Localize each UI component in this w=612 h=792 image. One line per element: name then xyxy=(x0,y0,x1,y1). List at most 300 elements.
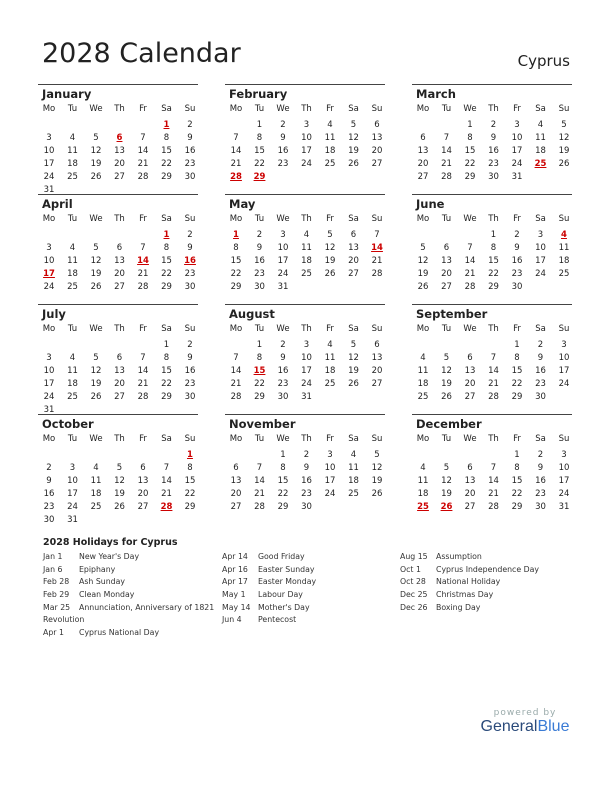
day-cell: 15 xyxy=(230,255,242,266)
day-cell: 13 xyxy=(348,242,359,253)
day-cell: 12 xyxy=(441,365,452,376)
weekday-header: Mo xyxy=(416,324,430,334)
day-cell: 2 xyxy=(187,340,193,350)
day-cell: 25 xyxy=(417,391,429,402)
day-cell: 10 xyxy=(535,242,546,253)
day-cell: 25 xyxy=(90,501,102,512)
day-cell: 9 xyxy=(514,242,520,253)
day-cell: 27 xyxy=(230,501,242,512)
day-cell: 7 xyxy=(256,462,263,473)
day-cell: 10 xyxy=(43,365,55,376)
day-cell: 28 xyxy=(254,501,265,512)
day-cell: 26 xyxy=(90,281,102,292)
day-cell: 4 xyxy=(69,242,76,253)
day-cell: 5 xyxy=(350,340,357,350)
day-cell: 30 xyxy=(184,391,196,402)
month-name: January xyxy=(42,87,92,101)
holiday-day-cell: 17 xyxy=(43,268,55,279)
day-cell: 3 xyxy=(46,352,52,363)
day-cell: 25 xyxy=(67,281,78,292)
day-cell: 29 xyxy=(161,391,172,402)
day-cell: 7 xyxy=(140,242,146,253)
day-cell: 11 xyxy=(324,352,336,363)
day-cell: 24 xyxy=(558,378,570,389)
day-cell: 11 xyxy=(324,132,336,143)
holiday-day-cell: 28 xyxy=(160,501,173,512)
day-cell: 21 xyxy=(488,378,499,389)
day-cell: 22 xyxy=(254,158,265,169)
day-cell: 14 xyxy=(488,475,499,486)
day-cell: 17 xyxy=(558,365,570,376)
day-cell: 11 xyxy=(417,475,429,486)
day-cell: 10 xyxy=(324,462,336,473)
country-name: Cyprus xyxy=(517,52,570,70)
day-cell: 17 xyxy=(301,365,312,376)
day-cell: 9 xyxy=(280,132,286,143)
month-divider xyxy=(412,414,572,415)
day-cell: 6 xyxy=(140,462,146,473)
month-divider xyxy=(38,194,198,195)
day-cell: 18 xyxy=(90,488,102,499)
day-cell: 7 xyxy=(233,132,239,143)
weekday-header: Sa xyxy=(535,214,546,224)
day-cell: 9 xyxy=(256,242,263,253)
day-cell: 14 xyxy=(441,145,452,156)
day-cell: 7 xyxy=(233,352,239,363)
day-cell: 29 xyxy=(277,501,289,512)
holiday-day-cell: 6 xyxy=(116,132,123,143)
weekday-header: Fr xyxy=(139,214,147,224)
day-cell: 19 xyxy=(417,268,429,279)
day-cell: 27 xyxy=(371,158,383,169)
day-cell: 16 xyxy=(535,475,546,486)
weekday-header: Tu xyxy=(254,214,265,224)
day-cell: 4 xyxy=(327,340,333,350)
day-cell: 5 xyxy=(374,450,380,460)
day-cell: 13 xyxy=(417,145,429,156)
day-cell: 6 xyxy=(350,230,357,240)
day-cell: 3 xyxy=(46,132,52,143)
day-cell: 26 xyxy=(371,488,383,499)
day-cell: 29 xyxy=(184,501,196,512)
weekday-header: Sa xyxy=(348,434,359,444)
weekday-header: Sa xyxy=(535,434,546,444)
weekday-header: Th xyxy=(114,104,125,114)
day-cell: 16 xyxy=(184,145,196,156)
day-cell: 31 xyxy=(277,281,289,292)
holiday-date: May 1 xyxy=(222,590,246,600)
day-cell: 7 xyxy=(374,230,380,240)
weekday-header: Th xyxy=(114,434,125,444)
day-cell: 22 xyxy=(230,268,242,279)
weekday-header: We xyxy=(276,214,290,224)
month-name: May xyxy=(229,197,256,211)
day-cell: 12 xyxy=(417,255,429,266)
day-cell: 10 xyxy=(301,352,312,363)
day-cell: 23 xyxy=(43,501,55,512)
day-cell: 8 xyxy=(490,242,497,253)
day-cell: 4 xyxy=(303,230,310,240)
day-cell: 9 xyxy=(187,242,193,253)
holiday-day-cell: 14 xyxy=(371,242,383,253)
holiday-date: Apr 17 xyxy=(222,577,248,587)
day-cell: 1 xyxy=(514,340,520,350)
day-cell: 16 xyxy=(488,145,499,156)
day-cell: 11 xyxy=(67,145,78,156)
holiday-date: Oct 1 xyxy=(400,564,421,574)
day-cell: 19 xyxy=(348,145,359,156)
day-cell: 16 xyxy=(301,475,312,486)
month-divider xyxy=(225,84,385,85)
weekday-header: Sa xyxy=(535,324,546,334)
day-cell: 22 xyxy=(254,378,265,389)
day-cell: 7 xyxy=(163,462,170,473)
day-cell: 25 xyxy=(301,268,312,279)
day-cell: 4 xyxy=(93,462,99,473)
day-cell: 2 xyxy=(256,230,263,240)
day-cell: 16 xyxy=(184,365,196,376)
day-cell: 27 xyxy=(464,391,476,402)
day-cell: 21 xyxy=(488,488,499,499)
day-cell: 22 xyxy=(184,488,196,499)
day-cell: 12 xyxy=(558,132,570,143)
month-divider xyxy=(412,84,572,85)
weekday-header: Mo xyxy=(416,434,430,444)
weekday-header: Th xyxy=(488,324,499,334)
weekday-header: Fr xyxy=(513,104,521,114)
month-name: August xyxy=(229,307,275,321)
day-cell: 23 xyxy=(184,268,196,279)
day-cell: 18 xyxy=(417,378,429,389)
day-cell: 18 xyxy=(324,145,336,156)
day-cell: 22 xyxy=(511,378,523,389)
holiday-date: Apr 1 xyxy=(43,628,64,638)
day-cell: 30 xyxy=(535,391,546,402)
day-cell: 16 xyxy=(511,255,523,266)
day-cell: 14 xyxy=(464,255,476,266)
day-cell: 8 xyxy=(280,462,286,473)
day-cell: 25 xyxy=(67,171,78,182)
weekday-header: Mo xyxy=(42,324,56,334)
weekday-header: Su xyxy=(184,104,196,114)
day-cell: 11 xyxy=(301,242,312,253)
day-cell: 10 xyxy=(558,462,570,473)
day-cell: 23 xyxy=(535,378,546,389)
day-cell: 7 xyxy=(467,242,473,253)
weekday-header: We xyxy=(89,104,103,114)
weekday-header: Su xyxy=(558,104,570,114)
holiday-date: Oct 28 xyxy=(400,577,426,587)
day-cell: 3 xyxy=(303,340,310,350)
day-cell: 12 xyxy=(90,255,102,266)
weekday-header: Tu xyxy=(441,214,452,224)
day-cell: 23 xyxy=(488,158,499,169)
day-cell: 7 xyxy=(443,132,450,143)
page-title: 2028 Calendar xyxy=(42,38,241,69)
day-cell: 28 xyxy=(137,171,149,182)
day-cell: 27 xyxy=(137,501,149,512)
weekday-header: Sa xyxy=(348,324,359,334)
weekday-header: Fr xyxy=(326,214,334,224)
day-cell: 13 xyxy=(114,145,125,156)
weekday-header: Th xyxy=(301,104,312,114)
holiday-date: Dec 26 xyxy=(400,602,428,612)
day-cell: 3 xyxy=(303,120,310,130)
day-cell: 14 xyxy=(254,475,265,486)
day-cell: 21 xyxy=(441,158,452,169)
day-cell: 3 xyxy=(537,230,544,240)
day-cell: 27 xyxy=(114,281,125,292)
weekday-header: Su xyxy=(184,434,196,444)
day-cell: 8 xyxy=(256,352,263,363)
weekday-header: Mo xyxy=(42,434,56,444)
day-cell: 17 xyxy=(324,475,336,486)
weekday-header: Mo xyxy=(42,104,56,114)
day-cell: 13 xyxy=(441,255,452,266)
day-cell: 18 xyxy=(67,378,78,389)
day-cell: 13 xyxy=(137,475,149,486)
day-cell: 29 xyxy=(511,501,523,512)
day-cell: 15 xyxy=(277,475,289,486)
day-cell: 6 xyxy=(420,132,426,143)
weekday-header: Fr xyxy=(139,324,147,334)
day-cell: 1 xyxy=(163,340,170,350)
day-cell: 10 xyxy=(43,255,55,266)
day-cell: 15 xyxy=(161,145,172,156)
weekday-header: Tu xyxy=(441,104,452,114)
weekday-header: Mo xyxy=(229,324,243,334)
holiday-name: Mother's Day xyxy=(258,602,310,612)
day-cell: 31 xyxy=(511,171,523,182)
day-cell: 2 xyxy=(537,450,544,460)
day-cell: 22 xyxy=(161,378,172,389)
month-divider xyxy=(225,194,385,195)
weekday-header: Fr xyxy=(513,324,521,334)
day-cell: 4 xyxy=(350,450,357,460)
day-cell: 30 xyxy=(277,391,289,402)
day-cell: 18 xyxy=(535,145,546,156)
day-cell: 17 xyxy=(67,488,78,499)
month-name: April xyxy=(42,197,73,211)
day-cell: 6 xyxy=(467,462,473,473)
day-cell: 26 xyxy=(441,391,452,402)
day-cell: 17 xyxy=(43,378,55,389)
month-name: March xyxy=(416,87,456,101)
day-cell: 11 xyxy=(67,255,78,266)
day-cell: 31 xyxy=(43,184,55,195)
day-cell: 18 xyxy=(301,255,312,266)
weekday-header: We xyxy=(276,324,290,334)
day-cell: 14 xyxy=(230,365,242,376)
holiday-date: Apr 16 xyxy=(222,564,248,574)
day-cell: 12 xyxy=(371,462,383,473)
day-cell: 8 xyxy=(256,132,263,143)
day-cell: 26 xyxy=(417,281,429,292)
day-cell: 17 xyxy=(277,255,289,266)
holiday-name: Annunciation, Anniversary of 1821 xyxy=(79,602,215,612)
day-cell: 11 xyxy=(417,365,429,376)
day-cell: 2 xyxy=(280,120,286,130)
day-cell: 26 xyxy=(90,391,102,402)
holiday-day-cell: 26 xyxy=(440,501,453,512)
day-cell: 18 xyxy=(348,475,359,486)
day-cell: 8 xyxy=(467,132,473,143)
month-name: December xyxy=(416,417,482,431)
day-cell: 6 xyxy=(467,352,473,363)
day-cell: 28 xyxy=(230,391,242,402)
holiday-day-cell: 16 xyxy=(184,255,196,266)
day-cell: 19 xyxy=(371,475,383,486)
day-cell: 22 xyxy=(277,488,289,499)
month-divider xyxy=(225,304,385,305)
day-cell: 12 xyxy=(114,475,125,486)
weekday-header: Su xyxy=(184,324,196,334)
day-cell: 28 xyxy=(137,281,149,292)
day-cell: 28 xyxy=(488,391,499,402)
day-cell: 15 xyxy=(254,145,265,156)
day-cell: 21 xyxy=(464,268,476,279)
day-cell: 18 xyxy=(324,365,336,376)
day-cell: 18 xyxy=(417,488,429,499)
weekday-header: Fr xyxy=(139,434,147,444)
day-cell: 25 xyxy=(67,391,78,402)
day-cell: 30 xyxy=(43,514,55,525)
day-cell: 1 xyxy=(514,450,520,460)
day-cell: 14 xyxy=(161,475,172,486)
day-cell: 24 xyxy=(511,158,523,169)
weekday-header: We xyxy=(89,214,103,224)
day-cell: 10 xyxy=(301,132,312,143)
day-cell: 22 xyxy=(161,158,172,169)
day-cell: 15 xyxy=(161,365,172,376)
day-cell: 6 xyxy=(443,242,450,253)
day-cell: 27 xyxy=(348,268,359,279)
month-divider xyxy=(38,304,198,305)
day-cell: 17 xyxy=(43,158,55,169)
day-cell: 24 xyxy=(67,501,78,512)
day-cell: 24 xyxy=(43,171,55,182)
weekday-header: Sa xyxy=(161,324,172,334)
holiday-name: Clean Monday xyxy=(79,590,135,600)
day-cell: 30 xyxy=(535,501,546,512)
day-cell: 17 xyxy=(558,475,570,486)
weekday-header: Th xyxy=(488,214,499,224)
day-cell: 5 xyxy=(561,120,567,130)
day-cell: 26 xyxy=(348,378,359,389)
day-cell: 2 xyxy=(514,230,520,240)
holiday-name: Cyprus National Day xyxy=(79,628,160,638)
weekday-header: Mo xyxy=(416,214,430,224)
day-cell: 23 xyxy=(277,378,289,389)
day-cell: 23 xyxy=(277,158,289,169)
day-cell: 8 xyxy=(233,242,239,253)
day-cell: 7 xyxy=(490,352,497,363)
day-cell: 5 xyxy=(350,120,357,130)
day-cell: 4 xyxy=(420,462,426,473)
day-cell: 24 xyxy=(43,281,55,292)
day-cell: 20 xyxy=(371,365,383,376)
holiday-day-cell: 25 xyxy=(417,501,429,512)
weekday-header: Tu xyxy=(67,434,78,444)
weekday-header: Su xyxy=(371,104,383,114)
day-cell: 18 xyxy=(67,268,78,279)
day-cell: 31 xyxy=(558,501,570,512)
holiday-date: Dec 25 xyxy=(400,590,428,600)
day-cell: 16 xyxy=(43,488,55,499)
brand-logo[interactable] xyxy=(475,708,575,736)
day-cell: 26 xyxy=(558,158,570,169)
day-cell: 1 xyxy=(490,230,497,240)
powered-by-text: powered by xyxy=(493,708,557,718)
holiday-day-cell: 29 xyxy=(253,171,266,182)
day-cell: 20 xyxy=(137,488,149,499)
holiday-day-cell: 25 xyxy=(534,158,547,169)
holiday-date: Aug 15 xyxy=(400,552,428,561)
holiday-day-cell: 4 xyxy=(561,230,567,240)
day-cell: 8 xyxy=(514,352,520,363)
weekday-header: Fr xyxy=(513,434,521,444)
month-name: February xyxy=(229,87,288,101)
day-cell: 15 xyxy=(184,475,196,486)
day-cell: 30 xyxy=(184,281,196,292)
day-cell: 4 xyxy=(420,352,426,363)
day-cell: 5 xyxy=(327,230,333,240)
day-cell: 21 xyxy=(371,255,383,266)
weekday-header: We xyxy=(89,324,103,334)
weekday-header: Tu xyxy=(254,104,265,114)
day-cell: 14 xyxy=(488,365,499,376)
month-divider xyxy=(412,304,572,305)
day-cell: 8 xyxy=(163,132,170,143)
day-cell: 3 xyxy=(514,120,520,130)
day-cell: 3 xyxy=(46,242,52,253)
day-cell: 15 xyxy=(511,365,523,376)
day-cell: 21 xyxy=(230,158,242,169)
day-cell: 13 xyxy=(371,132,383,143)
day-cell: 5 xyxy=(93,132,99,143)
day-cell: 2 xyxy=(490,120,497,130)
day-cell: 24 xyxy=(301,378,312,389)
day-cell: 15 xyxy=(488,255,499,266)
day-cell: 21 xyxy=(230,378,242,389)
day-cell: 13 xyxy=(114,365,125,376)
holiday-day-cell: 14 xyxy=(137,255,149,266)
weekday-header: Su xyxy=(184,214,196,224)
day-cell: 28 xyxy=(137,391,149,402)
weekday-header: We xyxy=(463,434,477,444)
day-cell: 28 xyxy=(464,281,476,292)
day-cell: 27 xyxy=(371,378,383,389)
day-cell: 12 xyxy=(348,352,359,363)
day-cell: 29 xyxy=(230,281,242,292)
weekday-header: Sa xyxy=(348,214,359,224)
month-divider xyxy=(38,414,198,415)
day-cell: 29 xyxy=(161,171,172,182)
day-cell: 5 xyxy=(420,242,426,253)
weekday-header: Tu xyxy=(67,104,78,114)
day-cell: 14 xyxy=(230,145,242,156)
day-cell: 11 xyxy=(558,242,570,253)
day-cell: 9 xyxy=(187,352,193,363)
weekday-header: Tu xyxy=(67,214,78,224)
holiday-date: Mar 25 xyxy=(43,602,71,612)
day-cell: 6 xyxy=(116,352,123,363)
holiday-name: Epiphany xyxy=(79,564,116,574)
day-cell: 5 xyxy=(443,352,450,363)
day-cell: 8 xyxy=(163,352,170,363)
holiday-name: Easter Monday xyxy=(258,577,317,587)
day-cell: 5 xyxy=(93,242,99,253)
